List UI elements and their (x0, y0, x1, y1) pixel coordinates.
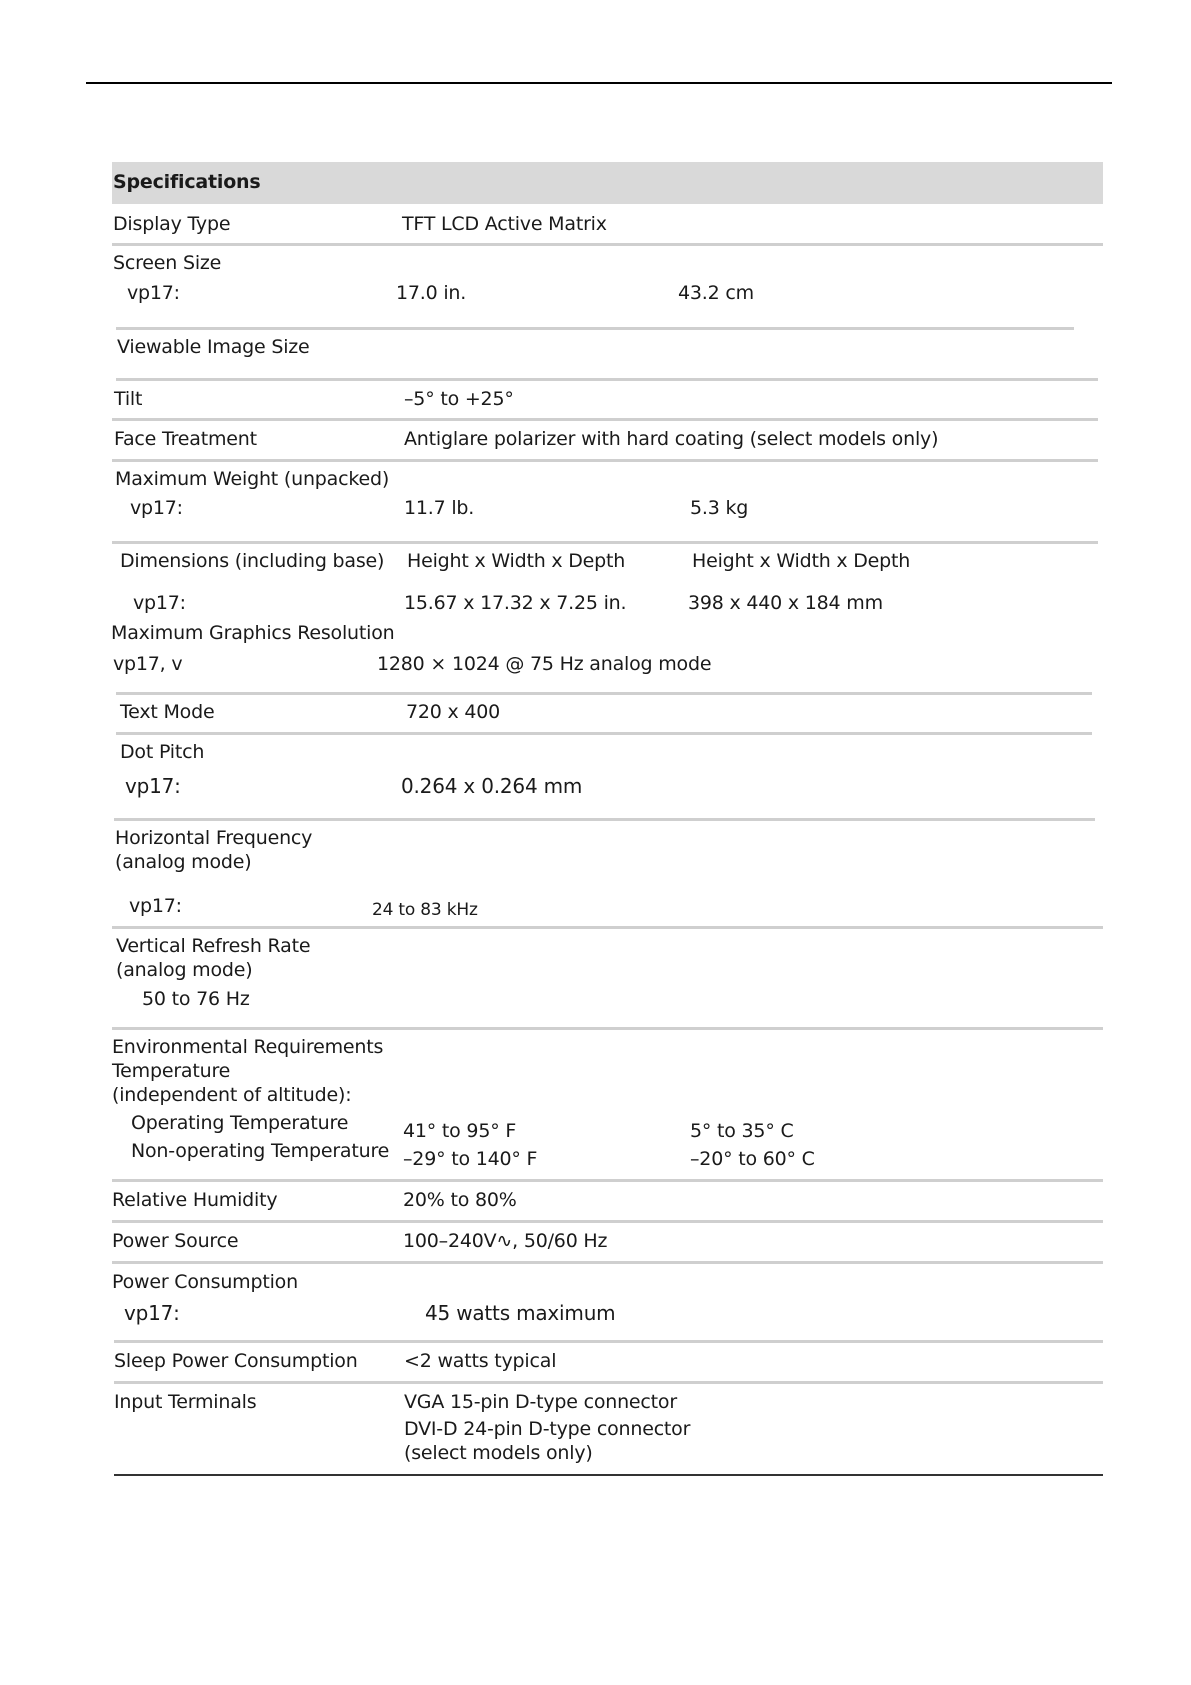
row-divider (112, 926, 1103, 929)
environment-temperature-label: Temperature (112, 1060, 231, 1082)
row-divider (114, 1381, 1103, 1384)
display-type-value: TFT LCD Active Matrix (402, 213, 607, 235)
dot-pitch-label: Dot Pitch (120, 741, 205, 763)
row-divider (112, 541, 1098, 544)
row-divider (116, 732, 1092, 735)
tilt-value: –5° to +25° (404, 388, 514, 410)
dimensions-header-mm: Height x Width x Depth (692, 550, 911, 572)
operating-temperature-label: Operating Temperature (131, 1112, 349, 1134)
input-terminal-note: (select models only) (404, 1442, 593, 1464)
dimensions-model: vp17: (133, 592, 186, 614)
non-operating-temperature-label: Non-operating Temperature (131, 1140, 390, 1162)
row-divider (112, 1220, 1103, 1223)
row-divider (112, 243, 1103, 246)
weight-label: Maximum Weight (unpacked) (115, 468, 390, 490)
row-divider (114, 818, 1095, 821)
input-terminals-label: Input Terminals (114, 1391, 257, 1413)
non-operating-temperature-c: –20° to 60° C (690, 1148, 815, 1170)
horizontal-frequency-value: 24 to 83 kHz (372, 900, 478, 920)
screen-size-model: vp17: (127, 282, 180, 304)
sleep-power-label: Sleep Power Consumption (114, 1350, 358, 1372)
row-divider (114, 1340, 1103, 1343)
dimensions-inches: 15.67 x 17.32 x 7.25 in. (404, 592, 627, 614)
face-treatment-value: Antiglare polarizer with hard coating (select models only) (404, 428, 939, 450)
table-bottom-rule (114, 1474, 1103, 1476)
input-terminal-vga: VGA 15-pin D-type connector (404, 1391, 677, 1413)
text-mode-label: Text Mode (120, 701, 215, 723)
non-operating-temperature-f: –29° to 140° F (403, 1148, 538, 1170)
horizontal-frequency-sublabel: (analog mode) (115, 851, 252, 873)
tilt-label: Tilt (114, 388, 143, 410)
display-type-label: Display Type (113, 213, 231, 235)
dot-pitch-value: 0.264 x 0.264 mm (401, 774, 583, 798)
row-divider (112, 418, 1098, 421)
environment-altitude-label: (independent of altitude): (112, 1084, 352, 1106)
face-treatment-label: Face Treatment (114, 428, 257, 450)
environment-label: Environmental Requirements (112, 1036, 384, 1058)
table-title: Specifications (113, 171, 261, 193)
vertical-refresh-value: 50 to 76 Hz (142, 988, 250, 1010)
row-divider (116, 378, 1098, 381)
power-consumption-value: 45 watts maximum (425, 1301, 616, 1325)
humidity-value: 20% to 80% (403, 1189, 517, 1211)
resolution-model: vp17, v (113, 653, 183, 675)
dimensions-label: Dimensions (including base) (120, 550, 385, 572)
screen-size-cm: 43.2 cm (678, 282, 754, 304)
humidity-label: Relative Humidity (112, 1189, 278, 1211)
resolution-label: Maximum Graphics Resolution (111, 622, 395, 644)
power-consumption-model: vp17: (124, 1301, 180, 1325)
row-divider (112, 459, 1098, 462)
text-mode-value: 720 x 400 (406, 701, 501, 723)
weight-lb: 11.7 lb. (404, 497, 475, 519)
power-source-label: Power Source (112, 1230, 239, 1252)
row-divider (112, 1027, 1103, 1030)
vertical-refresh-sublabel: (analog mode) (116, 959, 253, 981)
weight-kg: 5.3 kg (690, 497, 749, 519)
dimensions-header-inches: Height x Width x Depth (407, 550, 626, 572)
screen-size-label: Screen Size (113, 252, 222, 274)
horizontal-frequency-model: vp17: (129, 895, 182, 917)
vertical-refresh-label: Vertical Refresh Rate (116, 935, 311, 957)
operating-temperature-c: 5° to 35° C (690, 1120, 794, 1142)
viewable-image-size-label: Viewable Image Size (117, 336, 310, 358)
operating-temperature-f: 41° to 95° F (403, 1120, 517, 1142)
power-consumption-label: Power Consumption (112, 1271, 298, 1293)
weight-model: vp17: (130, 497, 183, 519)
input-terminal-dvi: DVI-D 24-pin D-type connector (404, 1418, 691, 1440)
row-divider (116, 327, 1074, 330)
dimensions-mm: 398 x 440 x 184 mm (688, 592, 883, 614)
dot-pitch-model: vp17: (125, 774, 181, 798)
row-divider (112, 1261, 1103, 1264)
row-divider (116, 692, 1092, 695)
table-header-band (112, 162, 1103, 204)
power-source-value: 100–240V∿, 50/60 Hz (403, 1230, 608, 1252)
screen-size-inches: 17.0 in. (396, 282, 467, 304)
resolution-value: 1280 × 1024 @ 75 Hz analog mode (377, 653, 712, 675)
sleep-power-value: <2 watts typical (404, 1350, 557, 1372)
row-divider (112, 1179, 1103, 1182)
page-top-rule (86, 82, 1112, 84)
horizontal-frequency-label: Horizontal Frequency (115, 827, 313, 849)
